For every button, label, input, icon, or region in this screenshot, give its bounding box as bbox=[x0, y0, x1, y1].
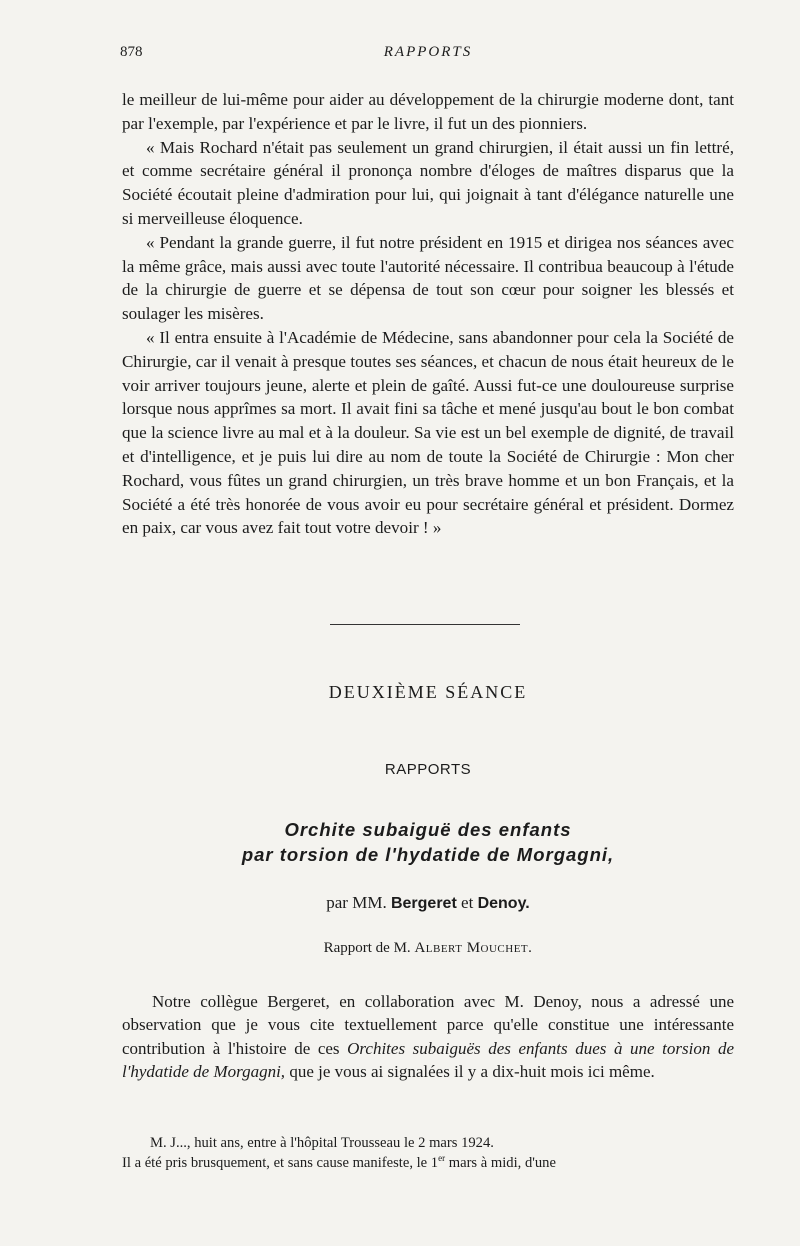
paragraph: le meilleur de lui-même pour aider au développement de la chirurgie moderne dont, tant par l'exemple, par l'expérience et par le livre, il fut un des pionniers. bbox=[122, 90, 734, 133]
observation-line: M. J..., huit ans, entre à l'hôpital Trousseau le 2 mars 1924. bbox=[150, 1135, 494, 1151]
intro-text-end: que je vous ai signalées il y a dix-huit mois ici même. bbox=[285, 1061, 655, 1081]
intro-text-italic: Orchites subaiguës des enfants dues à une torsion de l'hydatide de Morgagni, bbox=[122, 1038, 734, 1081]
page-number: 878 bbox=[120, 44, 143, 60]
article-title-line: par torsion de l'hydatide de Morgagni, bbox=[241, 844, 615, 865]
author-name: Denoy. bbox=[477, 895, 530, 912]
reporter-name: Albert Mouchet. bbox=[414, 940, 533, 956]
observation-text: mars à midi, d'une bbox=[445, 1155, 556, 1171]
ordinal-suffix: er bbox=[438, 1153, 446, 1164]
paragraph: « Mais Rochard n'était pas seulement un grand chirurgien, il était aussi un fin lettré, et comme secrétaire général il prononça nombre d'éloges de maîtres disparus que la Société écoutait pleine d'admiration pour lui, qui joignait à tant d'élégance naturelle une si merveilleuse éloquence. bbox=[122, 137, 734, 228]
paragraph bbox=[122, 990, 734, 1083]
section-divider bbox=[330, 624, 520, 625]
article-title-line: Orchite subaiguë des enfants bbox=[284, 819, 572, 840]
authors-line bbox=[122, 893, 734, 913]
authors-conjunction: et bbox=[461, 893, 474, 912]
page-header bbox=[120, 44, 736, 66]
report-prefix: Rapport de M. bbox=[323, 940, 411, 956]
eulogy-text bbox=[122, 88, 734, 540]
intro-text-start: Notre collègue Bergeret, en collaboration avec M. Denoy, nous a adressé une observation que je vous cite textuellement parce qu'elle constitue une intéressante contribution à l'histoire de ces bbox=[122, 992, 734, 1058]
running-head: RAPPORTS bbox=[383, 44, 473, 60]
report-byline bbox=[122, 940, 734, 957]
article-title bbox=[122, 817, 734, 867]
paragraph: « Pendant la grande guerre, il fut notre président en 1915 et dirigea nos séances avec la même grâce, mais aussi avec toute l'autorité nécessaire. Il contribua beaucoup à l'étude de la chirurgie de guerre et se dépensa de tout son cœur pour soigner les blessés et soulager les misères. bbox=[122, 232, 734, 324]
observation-text: Il a été pris brusquement, et sans cause manifeste, le 1 bbox=[122, 1155, 439, 1171]
author-name: Bergeret bbox=[390, 895, 457, 912]
authors-prefix: par MM. bbox=[326, 893, 387, 912]
introduction bbox=[122, 990, 734, 1083]
subsection-title: RAPPORTS bbox=[384, 761, 472, 778]
section-title: DEUXIÈME SÉANCE bbox=[328, 682, 528, 702]
observation-line bbox=[122, 1153, 734, 1173]
case-observation bbox=[122, 1133, 734, 1173]
paragraph: « Il entra ensuite à l'Académie de Médecine, sans abandonner pour cela la Société de Chirurgie, car il venait à presque toutes ses séances, et chacun de nous était heureux de le voir arriver toujours jeune, alerte et plein de gaîté. Aussi fut-ce une douloureuse surprise lorsque nous apprîmes sa mort. Il avait fini sa tâche et mené jusqu'au bout le bon combat que la science livre au mal et à la douleur. Sa vie est un bel exemple de dignité, de travail et d'intelligence, et je puis lui dire au nom de toute la Société de Chirurgie : Mon cher Rochard, vous fûtes un grand chirurgien, un très brave homme et un bon Français, et la Société a été très honorée de vous avoir eu pour secrétaire général et président. Dormez en paix, car vous avez fait tout votre devoir ! » bbox=[122, 327, 734, 538]
